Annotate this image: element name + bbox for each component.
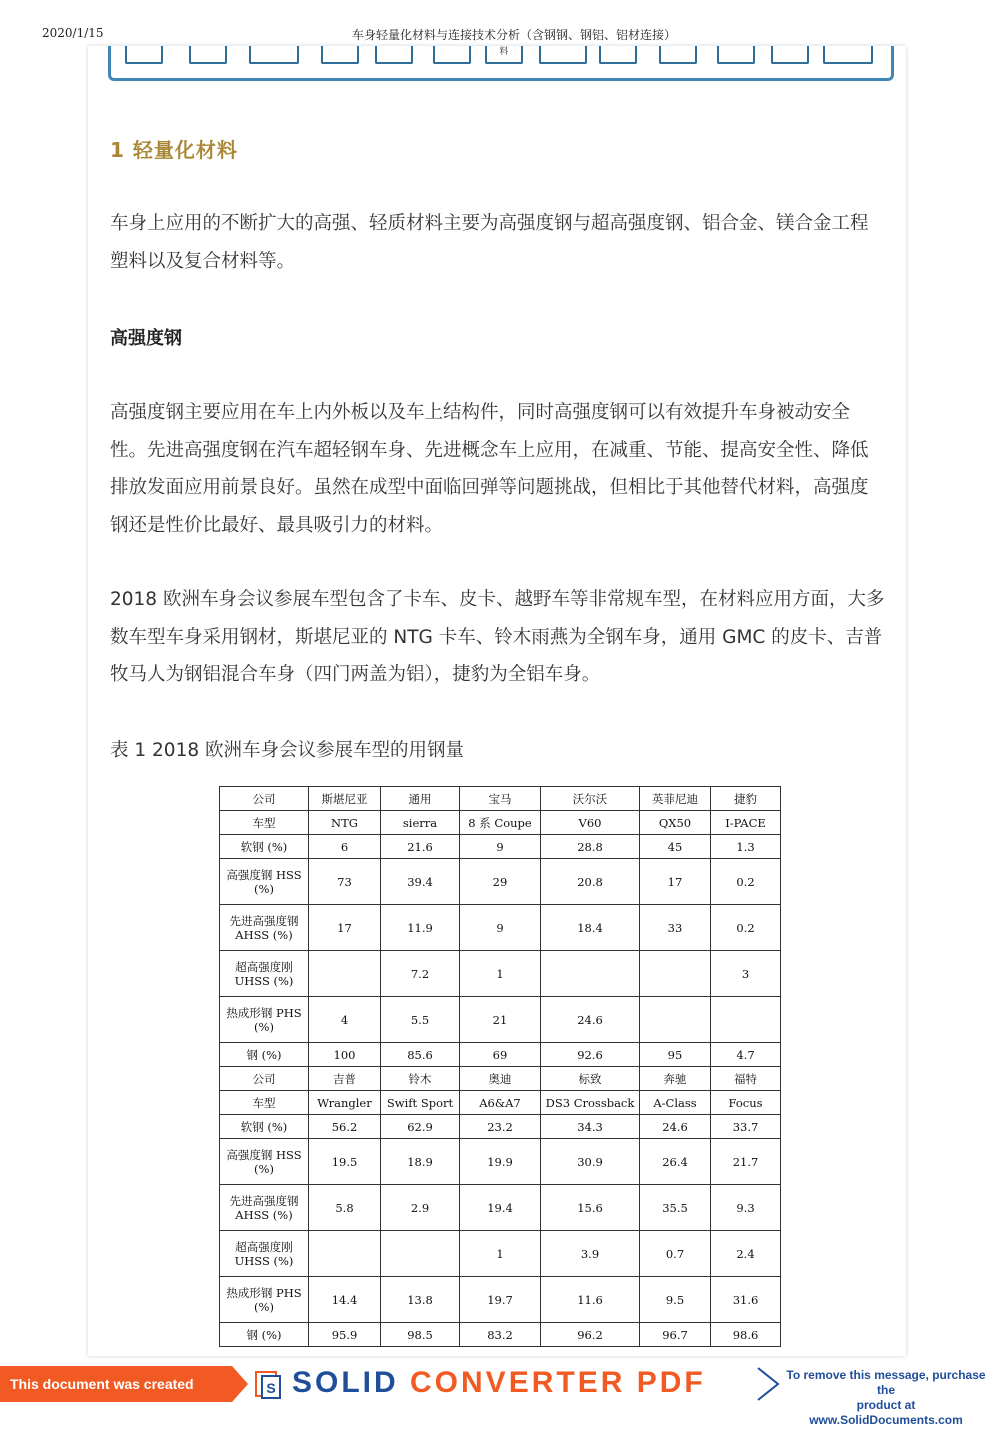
row-label: 钢 (%) xyxy=(220,1323,309,1347)
table-cell: 18.9 xyxy=(381,1139,460,1185)
table-cell: 21 xyxy=(460,997,541,1043)
row-label: 公司 xyxy=(220,1067,309,1091)
table-cell: 33.7 xyxy=(711,1115,781,1139)
table-cell: 13.8 xyxy=(381,1277,460,1323)
row-label: 热成形钢 PHS (%) xyxy=(220,1277,309,1323)
row-label: 先进高强度钢 AHSS (%) xyxy=(220,905,309,951)
table-cell: 92.6 xyxy=(541,1043,640,1067)
table-cell: 35.5 xyxy=(640,1185,711,1231)
flow-box xyxy=(599,46,637,64)
table-cell xyxy=(711,997,781,1043)
table-cell: 1.3 xyxy=(711,835,781,859)
table-cell: 4 xyxy=(309,997,381,1043)
brand-solid: SOLID xyxy=(292,1366,399,1399)
table-cell: 69 xyxy=(460,1043,541,1067)
table-cell: 斯堪尼亚 xyxy=(309,787,381,811)
table-cell: 通用 xyxy=(381,787,460,811)
row-label: 超高强度刚 UHSS (%) xyxy=(220,951,309,997)
table-cell: 奔驰 xyxy=(640,1067,711,1091)
table-row xyxy=(220,1139,781,1185)
table-cell: 0.7 xyxy=(640,1231,711,1277)
table-cell: 39.4 xyxy=(381,859,460,905)
table-cell: 96.7 xyxy=(640,1323,711,1347)
table-cell xyxy=(640,997,711,1043)
company-row xyxy=(220,1067,781,1091)
table-cell: 19.5 xyxy=(309,1139,381,1185)
table-cell: 4.7 xyxy=(711,1043,781,1067)
table-cell: 21.6 xyxy=(381,835,460,859)
flow-box xyxy=(189,46,227,64)
table-row xyxy=(220,905,781,951)
footer-created-using: This document was created using xyxy=(0,1366,232,1402)
table-cell: 11.9 xyxy=(381,905,460,951)
table-cell: 3 xyxy=(711,951,781,997)
table-cell: 96.2 xyxy=(541,1323,640,1347)
table-cell: 英菲尼迪 xyxy=(640,787,711,811)
header-date: 2020/1/15 xyxy=(42,26,104,40)
flow-box-label: 料 xyxy=(499,47,509,57)
table-cell: 21.7 xyxy=(711,1139,781,1185)
table-cell: 19.9 xyxy=(460,1139,541,1185)
table-cell: QX50 xyxy=(640,811,711,835)
table-cell: 30.9 xyxy=(541,1139,640,1185)
table-row xyxy=(220,1115,781,1139)
table-row xyxy=(220,1323,781,1347)
purchase-line-1: To remove this message, purchase the xyxy=(786,1368,986,1397)
row-label: 车型 xyxy=(220,811,309,835)
row-label: 公司 xyxy=(220,787,309,811)
table-cell: 捷豹 xyxy=(711,787,781,811)
table-cell: 0.2 xyxy=(711,905,781,951)
row-label: 软钢 (%) xyxy=(220,1115,309,1139)
table-cell: 吉普 xyxy=(309,1067,381,1091)
table-cell: 45 xyxy=(640,835,711,859)
table-cell: 95.9 xyxy=(309,1323,381,1347)
table-cell: 24.6 xyxy=(640,1115,711,1139)
row-label: 超高强度刚 UHSS (%) xyxy=(220,1231,309,1277)
table-cell: Wrangler xyxy=(309,1091,381,1115)
row-label: 钢 (%) xyxy=(220,1043,309,1067)
table-cell: 14.4 xyxy=(309,1277,381,1323)
row-label: 高强度钢 HSS (%) xyxy=(220,1139,309,1185)
table-cell: 宝马 xyxy=(460,787,541,811)
header-title: 车身轻量化材料与连接技术分析（含钢钢、钢铝、铝材连接） xyxy=(352,28,677,42)
table-cell: 62.9 xyxy=(381,1115,460,1139)
table-row xyxy=(220,835,781,859)
table-cell: 20.8 xyxy=(541,859,640,905)
table-cell: 福特 xyxy=(711,1067,781,1091)
flowchart-fragment xyxy=(108,46,894,81)
svg-text:S: S xyxy=(266,1380,276,1396)
flow-box xyxy=(433,46,471,64)
table-row xyxy=(220,1231,781,1277)
flow-box xyxy=(823,46,873,64)
footer-brand xyxy=(292,1366,706,1400)
table-cell: 24.6 xyxy=(541,997,640,1043)
table-cell: 23.2 xyxy=(460,1115,541,1139)
table-cell: 19.7 xyxy=(460,1277,541,1323)
table-cell: 56.2 xyxy=(309,1115,381,1139)
table-cell: 9 xyxy=(460,835,541,859)
table-cell: 34.3 xyxy=(541,1115,640,1139)
company-row xyxy=(220,787,781,811)
table-cell: 31.6 xyxy=(711,1277,781,1323)
table-cell xyxy=(309,951,381,997)
table-cell: 奥迪 xyxy=(460,1067,541,1091)
table-cell: 15.6 xyxy=(541,1185,640,1231)
table-row xyxy=(220,859,781,905)
table-cell: V60 xyxy=(541,811,640,835)
table-cell: DS3 Crossback xyxy=(541,1091,640,1115)
table-cell: 8 系 Coupe xyxy=(460,811,541,835)
table-cell xyxy=(309,1231,381,1277)
hss-paragraph: 高强度钢主要应用在车上内外板以及车上结构件，同时高强度钢可以有效提升车身被动安全性。先进高强度钢在汽车超轻钢车身、先进概念车上应用，在减重、节能、提高安全性、降低排放发面应用前景良好。虽然在成型中面临回弹等问题挑战，但相比于其他替代材料，高强度钢还是性价比最好、最具吸引力的材料。 xyxy=(110,402,869,536)
flow-box xyxy=(249,46,299,64)
show-paragraph: 2018 欧洲车身会议参展车型包含了卡车、皮卡、越野车等非常规车型，在材料应用方面，大多数车型车身采用钢材，斯堪尼亚的 NTG 卡车、铃木雨燕为全钢车身，通用 GMC 的皮卡、吉普牧马人为钢铝混合车身（四门两盖为铝），捷豹为全铝车身。 xyxy=(110,589,885,685)
table-row xyxy=(220,1043,781,1067)
footer-purchase-note[interactable] xyxy=(780,1368,992,1428)
table-cell: 1 xyxy=(460,1231,541,1277)
brand-converter: CONVERTER xyxy=(410,1366,626,1399)
section-title: 1 轻量化材料 xyxy=(110,138,238,162)
table-cell: 85.6 xyxy=(381,1043,460,1067)
table-row xyxy=(220,1277,781,1323)
table-cell: 11.6 xyxy=(541,1277,640,1323)
flow-box xyxy=(375,46,413,64)
table-cell: 33 xyxy=(640,905,711,951)
table-row xyxy=(220,951,781,997)
row-label: 高强度钢 HSS (%) xyxy=(220,859,309,905)
flow-box xyxy=(771,46,809,64)
table-cell: 18.4 xyxy=(541,905,640,951)
table-cell: 73 xyxy=(309,859,381,905)
converter-footer xyxy=(0,1362,996,1428)
table-cell: 95 xyxy=(640,1043,711,1067)
footer-arrow-icon xyxy=(232,1366,248,1402)
table-cell: Focus xyxy=(711,1091,781,1115)
table-cell: 5.8 xyxy=(309,1185,381,1231)
table-cell xyxy=(640,951,711,997)
subheading-hss: 高强度钢 xyxy=(110,328,182,349)
table-cell xyxy=(381,1231,460,1277)
table-cell: 100 xyxy=(309,1043,381,1067)
table-row xyxy=(220,1185,781,1231)
table-cell: 17 xyxy=(309,905,381,951)
row-label: 先进高强度钢 AHSS (%) xyxy=(220,1185,309,1231)
table-cell: 7.2 xyxy=(381,951,460,997)
table-row xyxy=(220,997,781,1043)
table-cell: 17 xyxy=(640,859,711,905)
table-cell: 0.2 xyxy=(711,859,781,905)
intro-paragraph: 车身上应用的不断扩大的高强、轻质材料主要为高强度钢与超高强度钢、铝合金、镁合金工程塑料以及复合材料等。 xyxy=(110,213,869,272)
table-cell: 9 xyxy=(460,905,541,951)
row-label: 热成形钢 PHS (%) xyxy=(220,997,309,1043)
table-cell: 98.6 xyxy=(711,1323,781,1347)
table-cell: 5.5 xyxy=(381,997,460,1043)
table-cell: 铃木 xyxy=(381,1067,460,1091)
model-row xyxy=(220,1091,781,1115)
flow-box xyxy=(321,46,359,64)
row-label: 车型 xyxy=(220,1091,309,1115)
table-caption: 表 1 2018 欧洲车身会议参展车型的用钢量 xyxy=(110,740,464,761)
table-cell: 标致 xyxy=(541,1067,640,1091)
table-cell: 28.8 xyxy=(541,835,640,859)
table-cell: 9.3 xyxy=(711,1185,781,1231)
solid-logo-icon xyxy=(254,1370,282,1400)
table-cell: 1 xyxy=(460,951,541,997)
table-cell: 26.4 xyxy=(640,1139,711,1185)
table-cell: 83.2 xyxy=(460,1323,541,1347)
table-cell: 沃尔沃 xyxy=(541,787,640,811)
table-cell: 3.9 xyxy=(541,1231,640,1277)
table-cell xyxy=(541,951,640,997)
table-cell: NTG xyxy=(309,811,381,835)
flow-box xyxy=(717,46,755,64)
table-cell: 9.5 xyxy=(640,1277,711,1323)
purchase-line-2: product at www.SolidDocuments.com xyxy=(809,1398,963,1427)
table-cell: 19.4 xyxy=(460,1185,541,1231)
table-cell: sierra xyxy=(381,811,460,835)
flow-box xyxy=(539,46,587,64)
brand-pdf: PDF xyxy=(636,1366,706,1399)
table-cell: Swift Sport xyxy=(381,1091,460,1115)
table-cell: A6&A7 xyxy=(460,1091,541,1115)
flow-box xyxy=(125,46,163,64)
table-cell: 2.9 xyxy=(381,1185,460,1231)
table-cell: 29 xyxy=(460,859,541,905)
table-cell: 6 xyxy=(309,835,381,859)
model-row xyxy=(220,811,781,835)
flow-box xyxy=(485,46,523,64)
table-cell: 98.5 xyxy=(381,1323,460,1347)
table-cell: 2.4 xyxy=(711,1231,781,1277)
table-cell: A-Class xyxy=(640,1091,711,1115)
flow-box xyxy=(659,46,697,64)
row-label: 软钢 (%) xyxy=(220,835,309,859)
steel-usage-table xyxy=(219,786,781,1347)
table-cell: I-PACE xyxy=(711,811,781,835)
